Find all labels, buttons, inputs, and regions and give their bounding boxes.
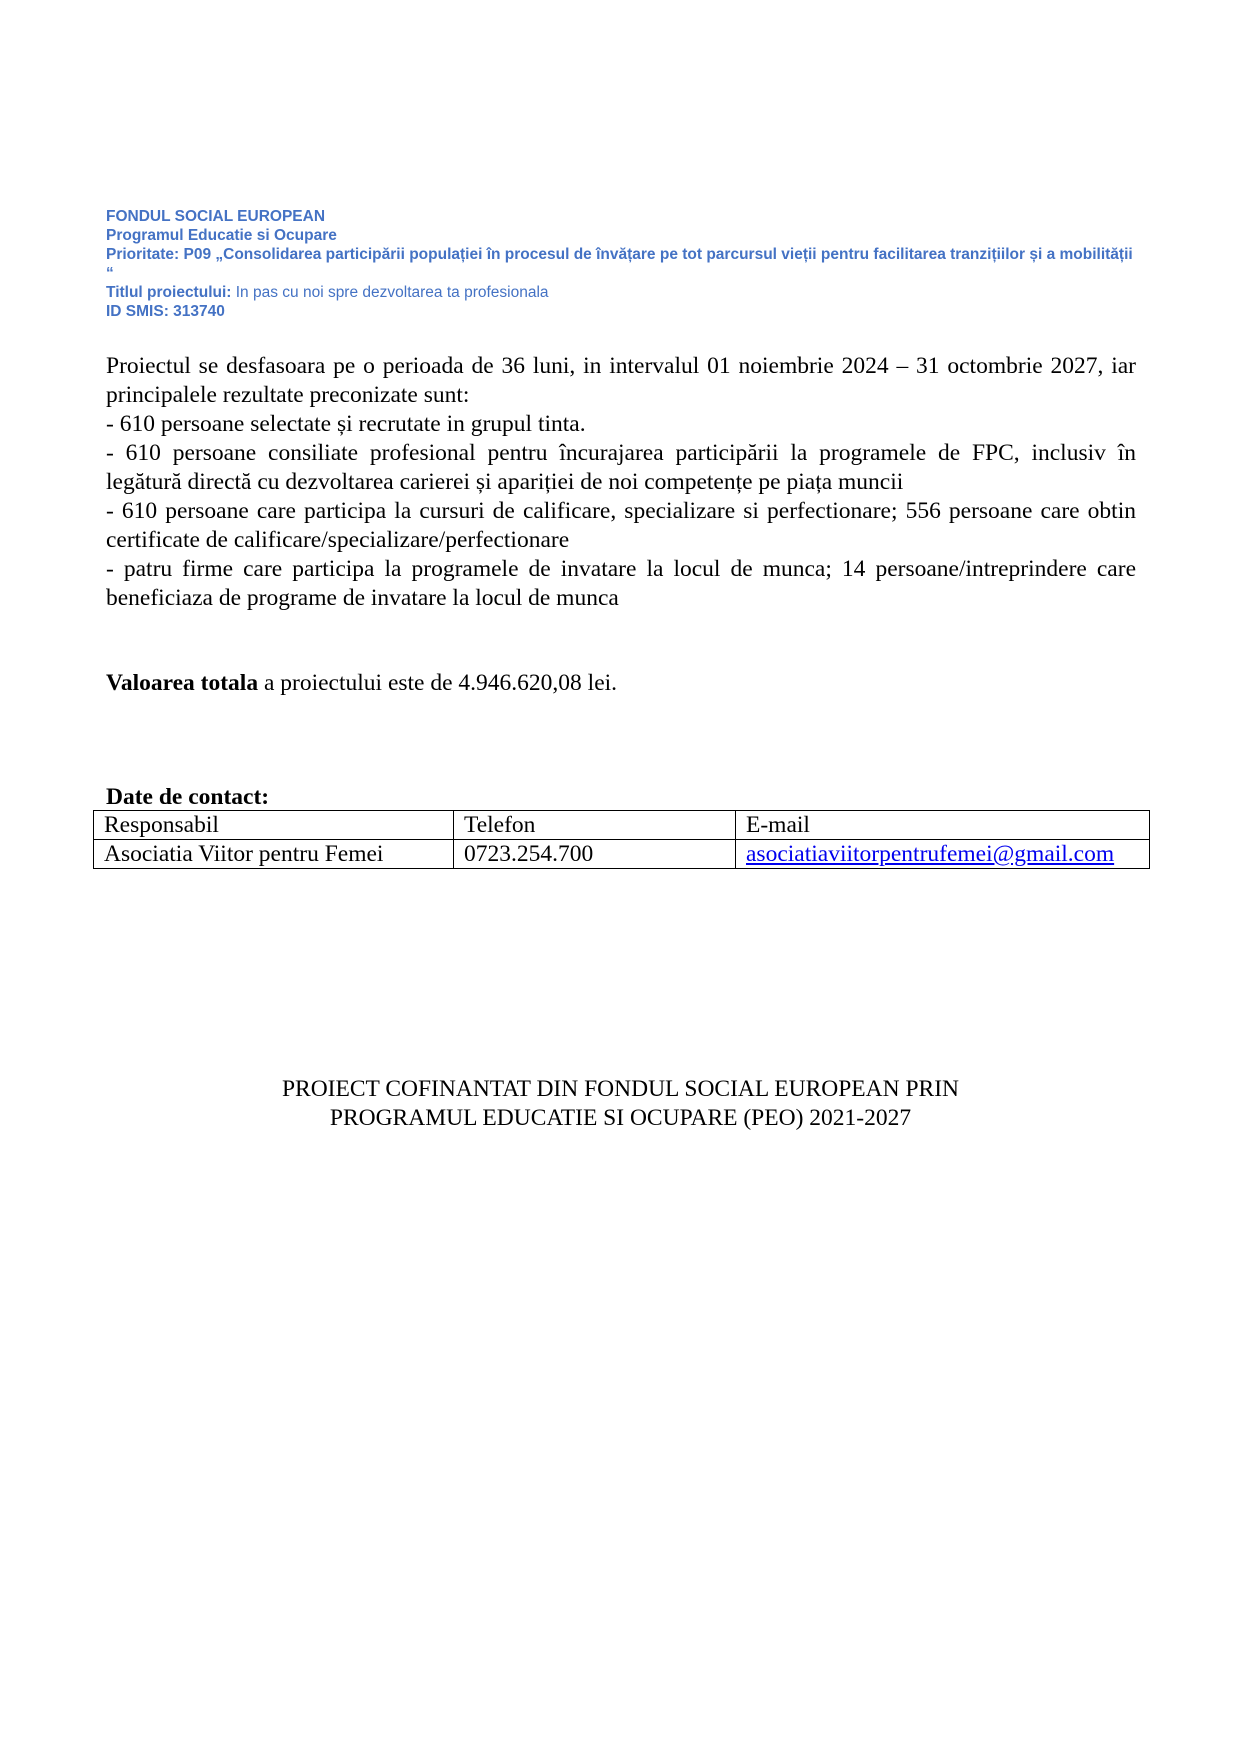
table-row xyxy=(94,840,1150,869)
fund-name: FONDUL SOCIAL EUROPEAN xyxy=(106,208,326,225)
contact-name: Asociatia Viitor pentru Femei xyxy=(94,840,454,869)
contact-email-link[interactable]: asociatiaviitorpentrufemei@gmail.com xyxy=(746,841,1115,867)
contact-table xyxy=(93,810,1150,869)
footer-line-2: PROGRAMUL EDUCATIE SI OCUPARE (PEO) 2021-2027 xyxy=(329,1105,912,1131)
value-text: a proiectului este de 4.946.620,08 lei. xyxy=(258,670,618,696)
project-value xyxy=(106,669,617,698)
project-title-value: In pas cu noi spre dezvoltarea ta profesionala xyxy=(231,284,549,301)
result-item: - patru firme care participa la programele de invatare la locul de munca; 14 persoane/intreprindere care beneficiaza de programe de invatare la locul de munca xyxy=(106,556,1136,611)
contact-email-cell xyxy=(736,840,1150,869)
program-name: Programul Educatie si Ocupare xyxy=(106,227,337,244)
footer-line-1: PROIECT COFINANTAT DIN FONDUL SOCIAL EUROPEAN PRIN xyxy=(281,1076,960,1102)
header-email: E-mail xyxy=(736,811,1150,840)
header-responsible: Responsabil xyxy=(94,811,454,840)
intro-paragraph: Proiectul se desfasoara pe o perioada de 36 luni, in intervalul 01 noiembrie 2024 – 31 octombrie 2027, iar principalele rezultate preconizate sunt: xyxy=(106,353,1136,408)
project-title xyxy=(106,283,1136,302)
table-header-row xyxy=(94,811,1150,840)
result-item: - 610 persoane care participa la cursuri de calificare, specializare si perfectionare; 556 persoane care obtin certificate de calificare/specializare/perfectionare xyxy=(106,498,1136,553)
project-description xyxy=(106,352,1136,613)
header-phone: Telefon xyxy=(454,811,736,840)
project-title-label: Titlul proiectului: xyxy=(106,284,232,301)
smis-id: ID SMIS: 313740 xyxy=(106,303,225,320)
result-item: - 610 persoane consiliate profesional pentru încurajarea participării la programele de FPC, inclusiv în legătură directă cu dezvoltarea carierei și apariției de noi competențe pe piața muncii xyxy=(106,440,1136,495)
cofinancing-footer xyxy=(0,1075,1241,1133)
contact-phone: 0723.254.700 xyxy=(454,840,736,869)
result-item: - 610 persoane selectate și recrutate in grupul tinta. xyxy=(106,411,586,437)
project-header xyxy=(106,207,1136,321)
contact-title: Date de contact: xyxy=(106,784,270,810)
value-label: Valoarea totala xyxy=(106,670,259,696)
priority-text: Prioritate: P09 „Consolidarea participării populației în procesul de învățare pe tot parcursul vieții pentru facilitarea tranzițiilor și a mobilității “ xyxy=(106,246,1133,282)
